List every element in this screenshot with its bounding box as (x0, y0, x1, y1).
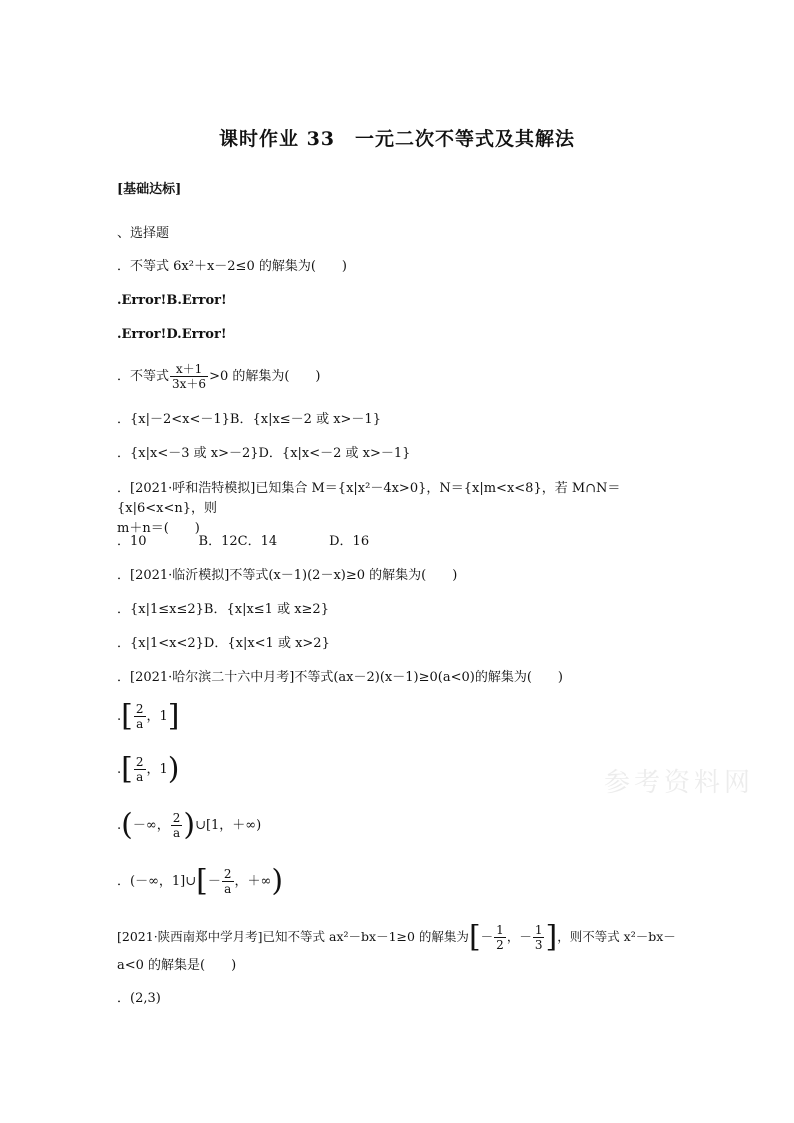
question-3-stem-line2: m＋n＝( ) (117, 521, 200, 536)
question-5-stem: ．[2021·哈尔滨二十六中月考]不等式(ax－2)(x－1)≥0(a<0)的解集为( ) (117, 670, 563, 685)
section-heading: [基础达标] (117, 182, 182, 197)
option-c-post: ∪[1，＋∞) (195, 818, 262, 833)
option-d-post: ，＋∞ (234, 874, 272, 889)
option-d-fraction (222, 867, 234, 896)
question-5-option-b: .[ $\frac{2}{a}$ ，1) (117, 751, 180, 787)
option-b-fraction (134, 755, 146, 784)
question-6-fraction-2 (533, 923, 545, 952)
option-c-pre: －∞， (132, 818, 170, 833)
fraction-numerator: 1 (534, 923, 543, 937)
fraction-numerator: 2 (172, 811, 181, 825)
fraction-numerator: 2 (223, 867, 232, 881)
question-3-stem-line1: ．[2021·呼和浩特模拟]已知集合 M＝{x|x²－4x>0}，N＝{x|m<x<8}，若 M∩N＝{x|6<x<n}，则 (117, 481, 621, 516)
question-6-stem-line2: a<0 的解集是( ) (117, 958, 237, 973)
option-a-rest: ，1 (146, 709, 168, 724)
question-4-stem: ．[2021·临沂模拟]不等式(x－1)(2－x)≥0 的解集为( ) (117, 568, 458, 583)
option-d-pre: ．(－∞，1]∪ (117, 874, 197, 889)
fraction-numerator: 2 (135, 755, 144, 769)
question-6-option-a: ．(2,3) (117, 991, 161, 1006)
question-1-options-ab: .Error!B.Error! (117, 293, 227, 308)
part-heading: 、选择题 (117, 226, 170, 241)
question-1-stem: ．不等式 6x²＋x－2≤0 的解集为( ) (117, 259, 347, 274)
fraction-numerator: 1 (496, 923, 504, 937)
fraction-denominator: 3 (534, 938, 543, 952)
question-6-post: ，则不等式 x²－bx－ (557, 929, 676, 944)
question-2-post: >0 的解集为( ) (209, 369, 321, 384)
question-2-options-cd: ．{x|x<－3 或 x>－2}D．{x|x<－2 或 x>－1} (117, 446, 411, 461)
question-6-pre: [2021·陕西南郑中学月考]已知不等式 ax²－bx－1≥0 的解集为 (117, 929, 469, 944)
fraction-denominator: a (136, 717, 144, 731)
fraction-denominator: a (136, 770, 144, 784)
fraction-denominator: a (172, 826, 181, 840)
fraction-numerator: 2 (135, 702, 144, 716)
page-title: 课时作业 33 一元二次不等式及其解法 (218, 128, 576, 150)
question-5-option-a: .[ $\frac{2}{a}$ ，1] (117, 698, 180, 734)
question-3-options: ．10 B．12C．14 D．16 (117, 534, 370, 549)
question-2-stem (117, 362, 321, 392)
question-4-options-cd: ．{x|1<x<2}D．{x|x<1 或 x>2} (117, 636, 330, 651)
question-4-options-ab: ．{x|1≤x≤2}B．{x|x≤1 或 x≥2} (117, 602, 329, 617)
fraction-denominator: 2 (496, 938, 504, 952)
option-a-fraction (134, 702, 146, 731)
question-5-option-c: .(－∞， $\frac{2}{a}$ )∪[1，＋∞) (117, 807, 262, 843)
question-3-stem (117, 479, 682, 539)
question-5-option-d: ．(－∞，1]∪[－ $\frac{2}{a}$ ，＋∞) (117, 863, 284, 899)
fraction-denominator: 3x＋6 (172, 377, 207, 391)
watermark: 参考资料网 (604, 768, 755, 798)
question-2-fraction (170, 362, 208, 391)
question-2-pre: ．不等式 (117, 369, 170, 384)
fraction-numerator: x＋1 (170, 362, 208, 377)
question-1-options-cd: .Error!D.Error! (117, 327, 227, 342)
question-2-options-ab: ．{x|－2<x<－1}B．{x|x≤－2 或 x>－1} (117, 412, 381, 427)
option-d-neg: － (207, 874, 221, 889)
fraction-denominator: a (224, 882, 232, 896)
option-b-rest: ，1 (146, 762, 168, 777)
question-6-stem-line1: [2021·陕西南郑中学月考]已知不等式 ax²－bx－1≥0 的解集为[－ $\frac{1}{2}$ ，－ $\frac{1}{3}$ ]，则不等式 x²－bx－ (117, 919, 676, 955)
question-6-fraction-1 (494, 923, 506, 952)
option-c-fraction (171, 811, 183, 840)
